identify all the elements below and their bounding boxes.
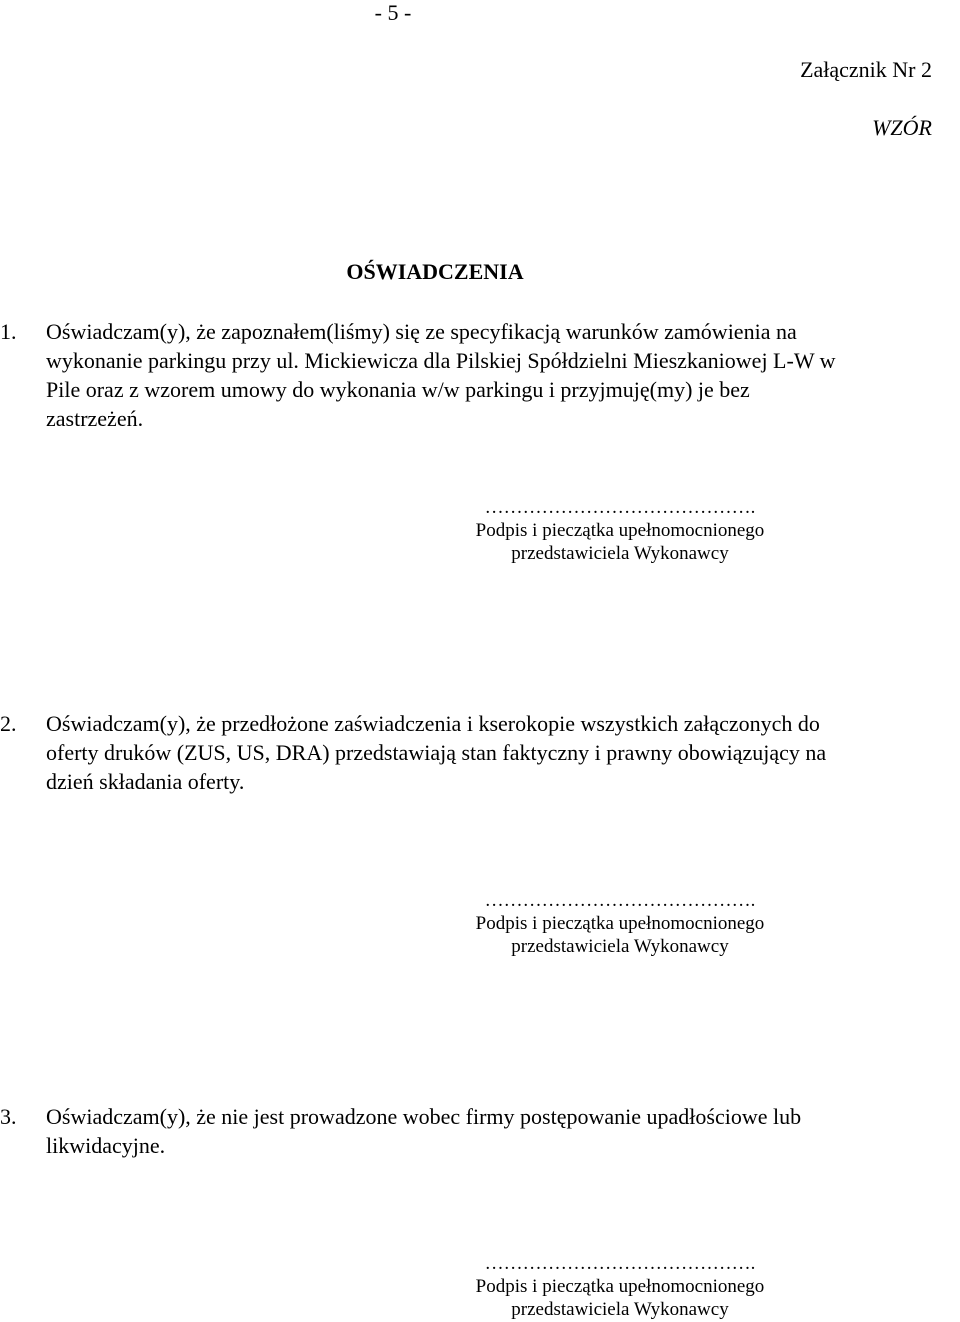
statement-number: 2. (0, 711, 17, 736)
annex-label: Załącznik Nr 2 (800, 57, 932, 82)
statement-line: Oświadczam(y), że przedłożone zaświadczenia i kserokopie wszystkich załączonych do (46, 711, 820, 736)
signature-caption-line2: przedstawiciela Wykonawcy (511, 1299, 729, 1320)
statement-text (46, 1102, 940, 1160)
statement-text (46, 317, 940, 433)
signature-block-2 (360, 889, 880, 958)
document-title: OŚWIADCZENIA (346, 259, 524, 284)
template-label: WZÓR (872, 115, 932, 140)
statement-1 (0, 317, 940, 437)
signature-block-1 (360, 496, 880, 565)
signature-dots: ……………………………………. (484, 497, 756, 518)
statement-line: oferty druków (ZUS, US, DRA) przedstawiają stan faktyczny i prawny obowiązujący na (46, 740, 827, 765)
signature-dots: ……………………………………. (484, 1253, 756, 1274)
statement-line: Oświadczam(y), że nie jest prowadzone wobec firmy postępowanie upadłościowe lub (46, 1104, 802, 1129)
statement-line: Oświadczam(y), że zapoznałem(liśmy) się ze specyfikacją warunków zamówienia na (46, 319, 797, 344)
statement-line: wykonanie parkingu przy ul. Mickiewicza dla Pilskiej Spółdzielni Mieszkaniowej L-W w (46, 348, 836, 373)
statement-2 (0, 709, 940, 799)
statement-number: 1. (0, 319, 17, 344)
statement-number: 3. (0, 1104, 17, 1129)
signature-caption-line1: Podpis i pieczątka upełnomocnionego (475, 520, 765, 541)
statement-text (46, 709, 940, 796)
signature-caption-line1: Podpis i pieczątka upełnomocnionego (475, 913, 765, 934)
statement-line: Pile oraz z wzorem umowy do wykonania w/w parkingu i przyjmuję(my) je bez (46, 377, 750, 402)
signature-caption-line2: przedstawiciela Wykonawcy (511, 936, 729, 957)
signature-caption-line2: przedstawiciela Wykonawcy (511, 543, 729, 564)
signature-dots: ……………………………………. (484, 890, 756, 911)
page-number: - 5 - (374, 0, 412, 25)
statement-line: zastrzeżeń. (46, 406, 144, 431)
signature-block-3 (360, 1252, 880, 1321)
statement-3 (0, 1102, 940, 1162)
statement-line: dzień składania oferty. (46, 769, 245, 794)
signature-caption-line1: Podpis i pieczątka upełnomocnionego (475, 1276, 765, 1297)
statement-line: likwidacyjne. (46, 1133, 166, 1158)
